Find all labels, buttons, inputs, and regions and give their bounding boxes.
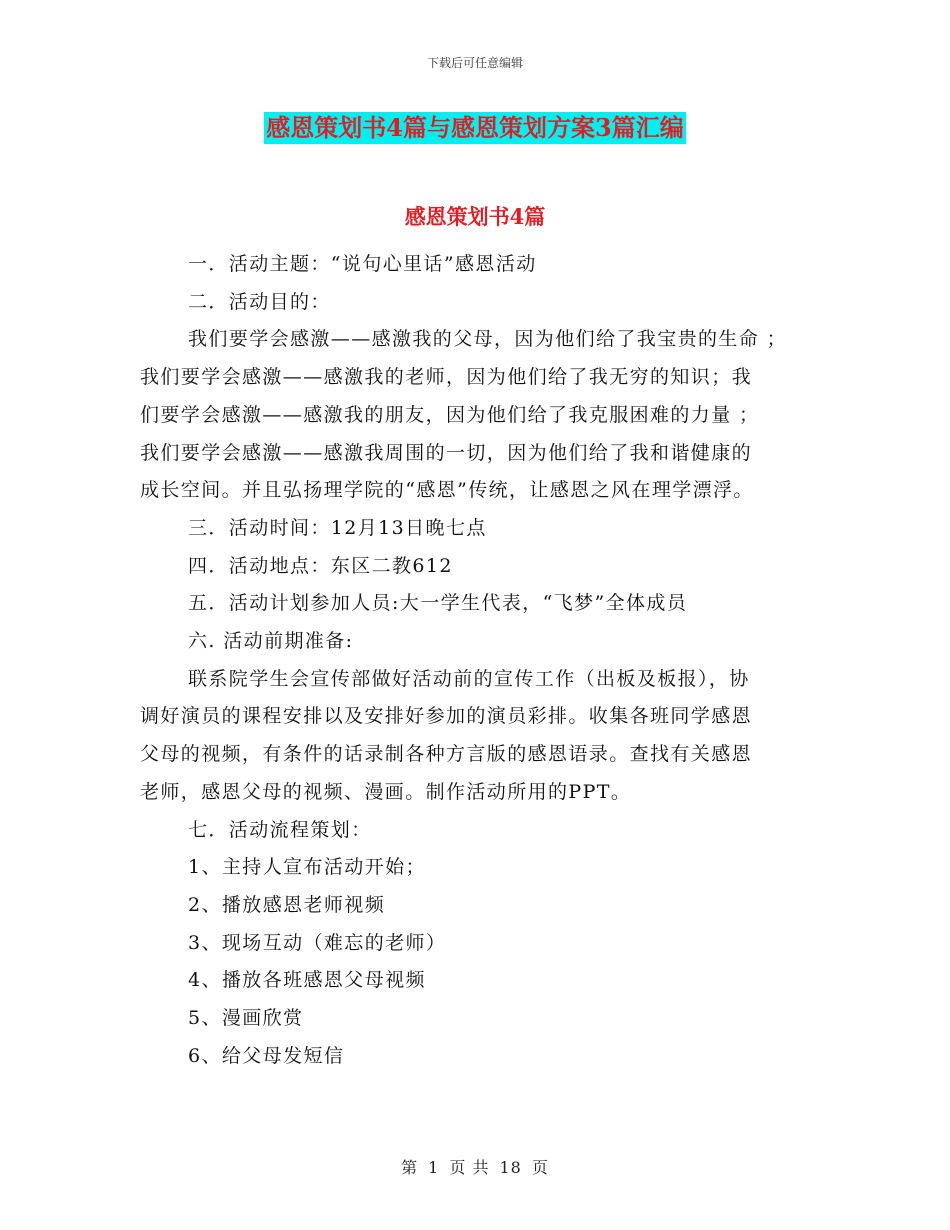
body-line: 我们要学会感激——感激我的老师，因为他们给了我无穷的知识；我 (140, 366, 753, 389)
body-line: 调好演员的课程安排以及安排好参加的演员彩排。收集各班同学感恩 (140, 705, 753, 728)
page-footer (0, 1155, 950, 1178)
body-line: 父母的视频，有条件的话录制各种方言版的感恩语录。查找有关感恩 (140, 743, 753, 766)
body-line: 三．活动时间：12月13日晚七点 (188, 516, 487, 539)
footer-page-number: 1 (428, 1158, 440, 1177)
header-note: 下载后可任意编辑 (426, 56, 523, 70)
section-title: 感恩策划书4篇 (404, 204, 546, 229)
document-title (0, 112, 950, 144)
footer-suffix: 页 (531, 1158, 549, 1177)
body-line: 老师，感恩父母的视频、漫画。制作活动所用的PPT。 (140, 780, 632, 803)
body-line: 二．活动目的： (188, 290, 331, 313)
body-line: 2、播放感恩老师视频 (188, 893, 386, 916)
footer-prefix: 第 (401, 1158, 419, 1177)
document-title-text: 感恩策划书4篇与感恩策划方案3篇汇编 (266, 113, 684, 142)
body-line: 1、主持人宣布活动开始； (188, 856, 426, 879)
body-line: 我们要学会感激——感激我周围的一切，因为他们给了我和谐健康的 (140, 441, 753, 464)
body-line: 3、现场互动（难忘的老师） (188, 931, 447, 954)
body-line: 一．活动主题：“说句心里话”感恩活动 (188, 253, 537, 275)
body-line: 五．活动计划参加人员:大一学生代表，“飞梦”全体成员 (188, 592, 688, 615)
body-line: 们要学会感激——感激我的朋友，因为他们给了我克服困难的力量 ； (140, 403, 760, 426)
body-line: 四．活动地点：东区二教612 (188, 554, 453, 577)
body-line: 七．活动流程策划： (188, 818, 372, 841)
body-line: 5、漫画欣赏 (188, 1007, 304, 1030)
body-line: 4、播放各班感恩父母视频 (188, 969, 426, 992)
footer-middle: 页 共 (449, 1158, 490, 1177)
body-line: 6、给父母发短信 (188, 1044, 345, 1067)
document-body (140, 246, 820, 1075)
body-line: 六. 活动前期准备: (188, 630, 354, 653)
body-line: 联系院学生会宣传部做好活动前的宣传工作（出板及板报），协 (188, 667, 750, 690)
body-line: 成长空间。并且弘扬理学院的“感恩”传统，让感恩之风在理学漂浮。 (140, 479, 754, 502)
body-line: 我们要学会感激——感激我的父母，因为他们给了我宝贵的生命 ； (188, 328, 788, 351)
footer-total-pages: 18 (499, 1158, 522, 1177)
